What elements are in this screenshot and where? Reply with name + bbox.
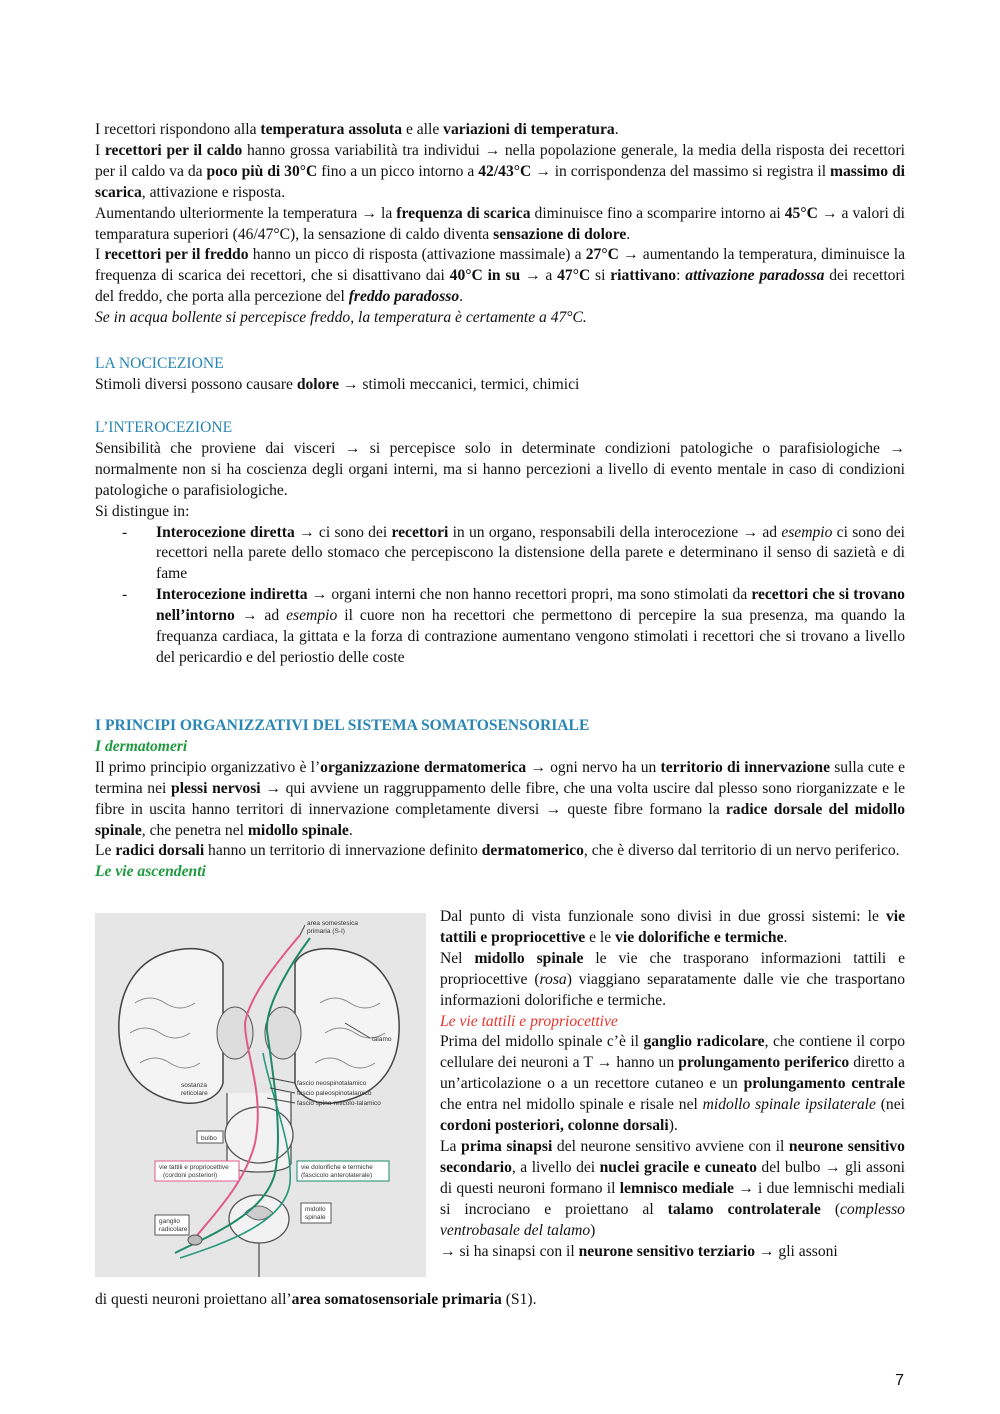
text-line: Stimoli diversi possono causare dolore → stimoli meccanici, termici, chimici [95,375,580,393]
figure-label: spinale [305,1214,326,1221]
text-line: → si ha sinapsi con il neurone sensitivo terziario → gli assoni [440,1242,838,1260]
text-line: I recettori per il freddo hanno un picco di risposta (attivazione massimale) a 27°C → aumentando la temperatura, diminuisce la frequenza di scarica dei recettori, che si disattivano dai 40°C in su → a 47°C si riattivano: attivazione paradossa dei recettori del freddo, che porta alla percezione del freddo paradosso. [95,246,906,306]
italic-note: Se in acqua bollente si percepisce freddo, la temperatura è certamente a 47°C. [95,309,587,327]
figure-label: talamo [372,1036,392,1043]
interoception-section [95,418,905,669]
text-line: I recettori per il caldo hanno grossa variabilità tra individui → nella popolazione generale, la media della risposta dei recettori per il caldo va da poco più di 30°C fino a un picco intorno a 42/43°C → in corrispondenza del massimo si registra il massimo di scarica, attivazione e risposta. [95,141,906,201]
text-line: Aumentando ulteriormente la temperatura → la frequenza di scarica diminuisce fino a scomparire intorno ai 45°C → a valori di temparatura superiori (46/47°C), la sensazione di caldo diventa sensazione di dolore. [95,204,905,243]
figure-label: fascio spino-reticolo-talamico [297,1100,381,1107]
figure-label: fascio neospinotalamico [297,1080,367,1087]
subsection-heading: Le vie ascendenti [95,863,206,881]
ascending-pathways-text [440,907,905,1262]
continuation-line [95,1290,905,1311]
figure-label: (fascicolo anterolaterale) [301,1172,373,1179]
list-item: - Interocezione indiretta → organi interni che non hanno recettori propri, ma sono stimolati da recettori che si trovano nell’intorno → ad esempio il cuore non ha recettori che permettono di percepire la sua presenza, ma quando la frequanza cardiaca, la gittata e la forza di contrazione aumentano vengono stimolati i recettori che si trovano a livello del pericardio e del periostio delle coste [122,586,905,666]
list-item: - Interocezione diretta → ci sono dei recettori in un organo, responsabili della interocezione → ad esempio ci sono dei recettori nella parete dello stomaco che percepiscono la distensione della parete e determinano il senso di sazietà e di fame [122,523,905,583]
text-line: di questi neuroni proiettano all’area somatosensoriale primaria (S1). [95,1291,537,1308]
thermoreceptors-paragraph [95,120,905,329]
section-heading: LA NOCICEZIONE [95,355,224,372]
text-line: Le radici dorsali hanno un territorio di innervazione definito dermatomerico, che è diverso dal territorio di un nervo periferico. [95,842,900,860]
figure-label: radicolare [159,1226,188,1233]
text-line: Si distingue in: [95,502,190,520]
page-number: 7 [895,1372,904,1389]
bullet-dash: - [122,523,128,541]
ascending-pathways-illustration [95,913,426,1277]
text-line: Prima del midollo spinale c’è il ganglio radicolare, che contiene il corpo cellulare dei neuroni a T → hanno un prolungamento periferico diretto a un’articolazione o a un recettore cutaneo e un prolungamento centrale che entra nel midollo spinale e risale nel midollo spinale ipsilaterale (nei cordoni posteriori, colonne dorsali). [440,1033,905,1135]
figure-label: vie tattili e propriocettive [159,1164,229,1171]
text-line: I recettori rispondono alla temperatura assoluta e alle variazioni di temperatura. [95,121,619,138]
principles-section [95,716,905,883]
text-line: Nel midollo spinale le vie che trasporano informazioni tattili e propriocettive (rosa) viaggiano separatamente dalle vie che trasportano informazioni dolorifiche e termiche. [440,949,905,1009]
bullet-dash: - [122,586,128,604]
nociception-section [95,354,905,396]
figure-label: (cordoni posteriori) [163,1172,218,1179]
text-line: Il primo principio organizzativo è l’organizzazione dermatomerica → ogni nervo ha un territorio di innervazione sulla cute e termina nei plessi nervosi → qui avviene un raggruppamento delle fibre, che una volta uscire dal plesso sono riorganizzate e le fibre in uscita hanno territori di innervazione completamente diversi → queste fibre formano la radice dorsale del midollo spinale, che penetra nel midollo spinale. [95,758,905,839]
text-line: La prima sinapsi del neurone sensitivo avviene con il neurone sensitivo secondario, a livello dei nuclei gracile e cuneato del bulbo → gli assoni di questi neuroni formano il lemnisco mediale → i due lemnischi mediali si incrociano e proiettano al talamo controlaterale (complesso ventrobasale del talamo) [440,1137,906,1239]
figure-label: ganglio [159,1218,180,1225]
subsection-heading: I dermatomeri [95,737,188,755]
ascending-pathways-figure [95,913,426,1277]
figure-label: bulbo [201,1135,217,1142]
figure-label: primaria (S-I) [307,928,345,935]
subsection-heading: Le vie tattili e propriocettive [440,1012,618,1030]
text-line: Dal punto di vista funzionale sono divisi in due grossi sistemi: le vie tattili e propriocettive e le vie dolorifiche e termiche. [440,908,905,946]
figure-label: midollo [305,1206,326,1213]
section-heading: L’INTEROCEZIONE [95,419,233,436]
figure-label: vie dolorifiche e termiche [301,1164,373,1171]
section-heading: I PRINCIPI ORGANIZZATIVI DEL SISTEMA SOMATOSENSORIALE [95,717,590,734]
text-line: Sensibilità che proviene dai visceri → si percepisce solo in determinate condizioni patologiche o parafisiologiche → normalmente non si ha coscienza degli organi interni, ma si hanno percezioni a livello di evento mentale in caso di condizioni patologiche o parafisiologiche. [95,439,905,499]
figure-label: area somestesica [307,920,358,927]
figure-label: fascio paleospinotalamico [297,1090,372,1097]
figure-label: reticolare [181,1090,208,1097]
figure-label: sostanza [181,1082,208,1089]
